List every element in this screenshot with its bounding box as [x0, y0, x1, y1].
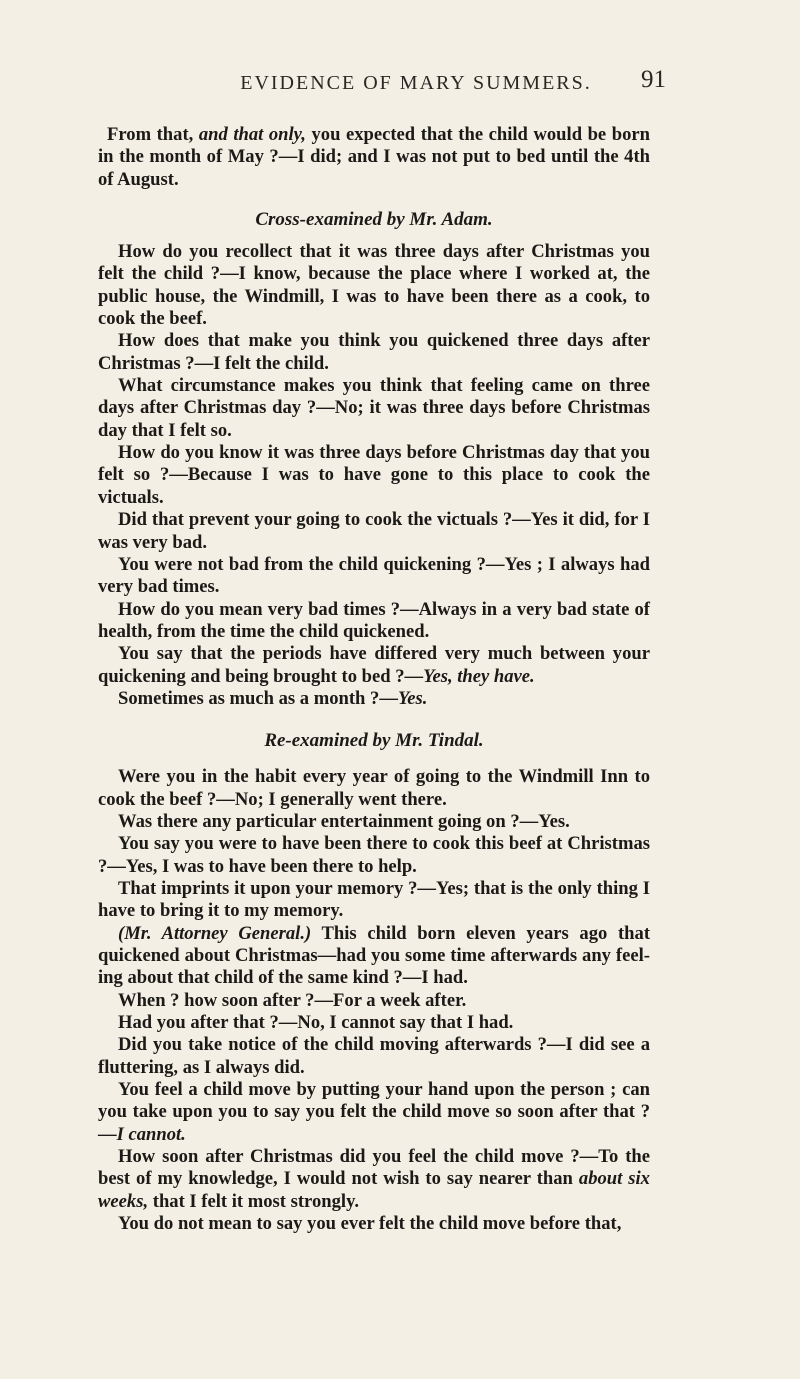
paragraph: Did you take notice of the child moving afterwards ?—I did see a fluttering, as I always did. [98, 1034, 650, 1078]
paragraph: Had you after that ?—No, I cannot say that I had. [118, 1012, 514, 1034]
italic-answer: Yes. [397, 687, 428, 709]
paragraph: (Mr. Attorney General.) This child born eleven years ago that quickened about Christmas—had you some time afterwards any feeling about that child of the same kind ?—I had. [98, 922, 651, 989]
paragraph: When ? how soon after ?—For a week after. [118, 989, 467, 1011]
paragraph: What circumstance makes you think that feeling came on three days after Christmas day ?—No; it was three days before Christmas day that I felt so. [98, 375, 650, 441]
section-heading-cross-examination: Cross-examined by Mr. Adam. [255, 209, 493, 231]
italic-answer: I cannot. [116, 1123, 186, 1145]
paragraph: Was there any particular entertainment going on ?—Yes. [118, 810, 570, 832]
paragraph: How do you know it was three days before Christmas day that you felt so ?—Because I was to have gone to this place to cook the victuals. [98, 442, 650, 508]
paragraph: You say that the periods have differed very much between your quickening and being brought to bed ?—Yes, they have. [98, 643, 650, 687]
paragraph: From that, and that only, you expected that the child would be born in the month of May ?—I did; and I was not put to bed until the 4th of August. [98, 124, 650, 190]
paragraph: How does that make you think you quickened three days after Christmas ?—I felt the child. [98, 330, 650, 374]
paragraph: How do you mean very bad times ?—Always in a very bad state of health, from the time the child quickened. [98, 598, 650, 642]
paragraph: You feel a child move by putting your hand upon the person ; can you take upon you to say you felt the child move so soon after that ?—I cannot. [98, 1079, 650, 1145]
testimony-text [98, 124, 650, 1235]
paragraph: Were you in the habit every year of going to the Windmill Inn to cook the beef ?—No; I generally went there. [98, 766, 650, 810]
paragraph: Did that prevent your going to cook the victuals ?—Yes it did, for I was very bad. [98, 509, 650, 553]
paragraph: How soon after Christmas did you feel the child move ?—To the best of my knowledge, I would not wish to say nearer than about six weeks, that I felt it most strongly. [98, 1146, 650, 1212]
paragraph: That imprints it upon your memory ?—Yes; that is the only thing I have to bring it to my memory. [98, 877, 650, 922]
paragraph: How do you recollect that it was three days after Christmas you felt the child ?—I know, because the place where I worked at, the public house, the Windmill, I was to have been there as a cook, to cook the beef. [98, 241, 650, 330]
italic-answer: Yes, they have. [423, 665, 535, 687]
italic-speaker: (Mr. Attorney General.) [118, 922, 312, 944]
paragraph: You do not mean to say you ever felt the child move before that, [118, 1213, 622, 1235]
paragraph: Sometimes as much as a month ?—Yes. [118, 687, 428, 709]
italic-phrase: and that only, [198, 124, 306, 145]
paragraph: You were not bad from the child quickening ?—Yes ; I always had very bad times. [98, 553, 650, 598]
paragraph: You say you were to have been there to cook this beef at Christmas ?—Yes, I was to have been there to help. [98, 833, 650, 877]
italic-phrase: about six weeks, [98, 1168, 650, 1212]
running-head: EVIDENCE OF MARY SUMMERS. [240, 72, 592, 94]
section-heading-re-examination: Re-examined by Mr. Tindal. [264, 730, 484, 752]
page-number: 91 [641, 66, 666, 93]
